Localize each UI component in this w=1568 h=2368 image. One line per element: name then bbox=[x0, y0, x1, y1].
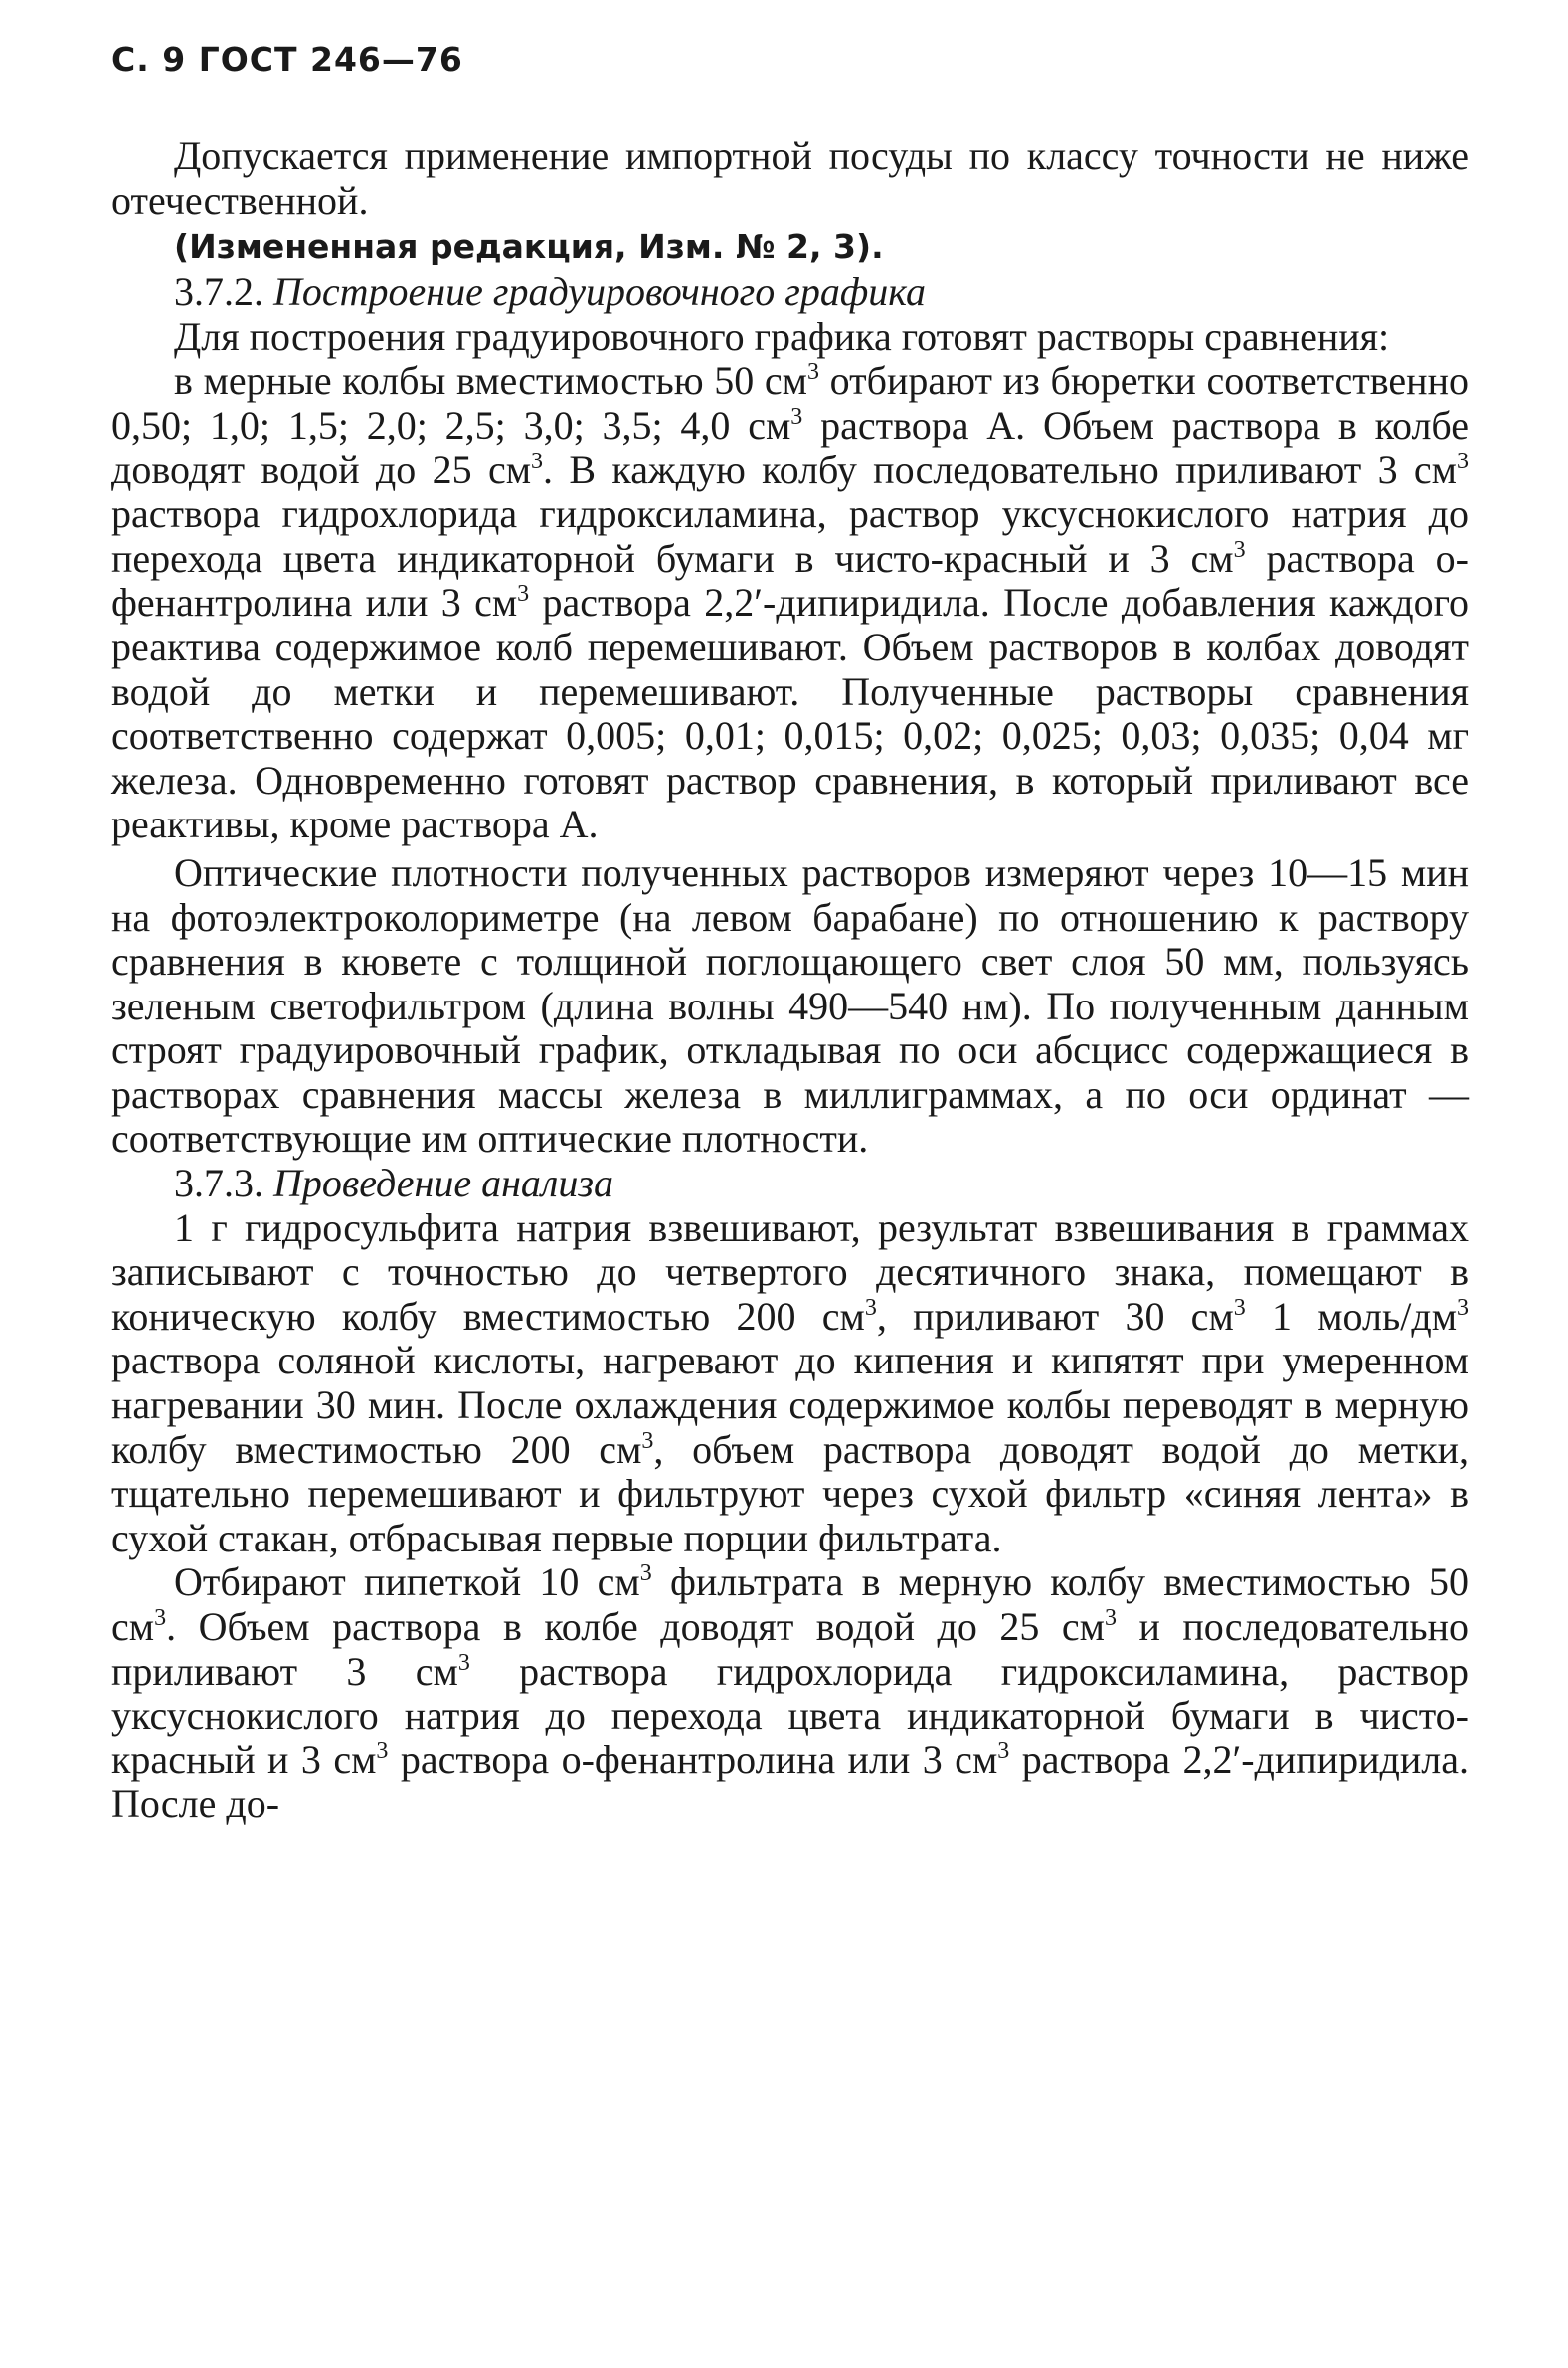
section-3-7-3-heading bbox=[111, 1162, 1469, 1206]
section-title: Проведение анализа bbox=[273, 1161, 613, 1206]
section-title: Построение градуировочного графика bbox=[273, 270, 926, 315]
page-header: С. 9 ГОСТ 246—76 bbox=[111, 40, 463, 79]
paragraph-optical-density: Оптические плотности полученных растворов измеряют через 10—15 мин на фотоэлектроколориметре (на левом барабане) по отношению к раствору сравнения в кювете с толщиной поглощающего свет слоя 50 мм, пользуясь зеленым светофильтром (длина волны 490—540 нм). По полученным данным строят градуировочный график, откладывая по оси абсцисс содержащиеся в растворах сравнения массы железа в миллиграммах, а по оси ординат — соответствующие им оптические плотности. bbox=[111, 849, 1469, 1162]
paragraph-calibration-intro: Для построения градуировочного графика готовят растворы сравнения: bbox=[174, 313, 1390, 359]
section-number: 3.7.3. bbox=[174, 1161, 263, 1206]
section-number: 3.7.2. bbox=[174, 270, 263, 315]
edition-note: (Измененная редакция, Изм. № 2, 3). bbox=[174, 227, 884, 267]
section-3-7-2-heading bbox=[111, 271, 1469, 315]
paragraph-pipette-procedure: Отбирают пипеткой 10 $см^3$ фильтрата в мерную колбу вместимостью 50 $см^3$. Объем раствора в колбе доводят водой до 25 $см^3$ и последовательно приливают 3 $см^3$ раствора гидрохлорида гидроксиламина, раствор уксуснокислого натрия до перехода цвета индикаторной бумаги в чисто-красный и 3 $см^3$ раствора о-фенантролина или 3 $см^3$ раствора 2,2′-дипиридила. После до- bbox=[111, 1559, 1470, 1827]
paragraph-analysis-procedure: 1 г гидросульфита натрия взвешивают, результат взвешивания в граммах записывают с точностью до четвертого десятичного знака, помещают в коническую колбу вместимостью 200 $см^3$, приливают 30 $см^3$ 1 моль/$дм^3$ раствора соляной кислоты, нагревают до кипения и кипятят при умеренном нагревании 30 мин. После охлаждения содержимое колбы переводят в мерную колбу вместимостью 200 $см^3$, объем раствора доводят водой до метки, тщательно перемешивают и фильтруют через сухой фильтр «синяя лента» в сухой стакан, отбрасывая первые порции фильтрата. bbox=[111, 1204, 1470, 1560]
document-body bbox=[111, 134, 1469, 1827]
paragraph-calibration-procedure: в мерные колбы вместимостью 50 $см^3$ отбирают из бюретки соответственно 0,50; 1,0; 1,5; 2,0; 2,5; 3,0; 3,5; 4,0 $см^3$ раствора А. Объем раствора в колбе доводят водой до 25 $см^3$. В каждую колбу последовательно приливают 3 $см^3$ раствора гидрохлорида гидроксиламина, раствор уксуснокислого натрия до перехода цвета индикаторной бумаги в чисто-красный и 3 $см^3$ раствора о-фенантролина или 3 $см^3$ раствора 2,2′-дипиридила. После добавления каждого реактива содержимое колб перемешивают. Объем растворов в колбах доводят водой до метки и перемешивают. Полученные растворы сравнения соответственно содержат 0,005; 0,01; 0,015; 0,02; 0,025; 0,03; 0,035; 0,04 мг железа. Одновременно готовят раствор сравнения, в который приливают все реактивы, кроме раствора А. bbox=[111, 358, 1470, 847]
paragraph-import-glassware: Допускается применение импортной посуды по классу точности не ниже отечественной. bbox=[111, 133, 1469, 223]
